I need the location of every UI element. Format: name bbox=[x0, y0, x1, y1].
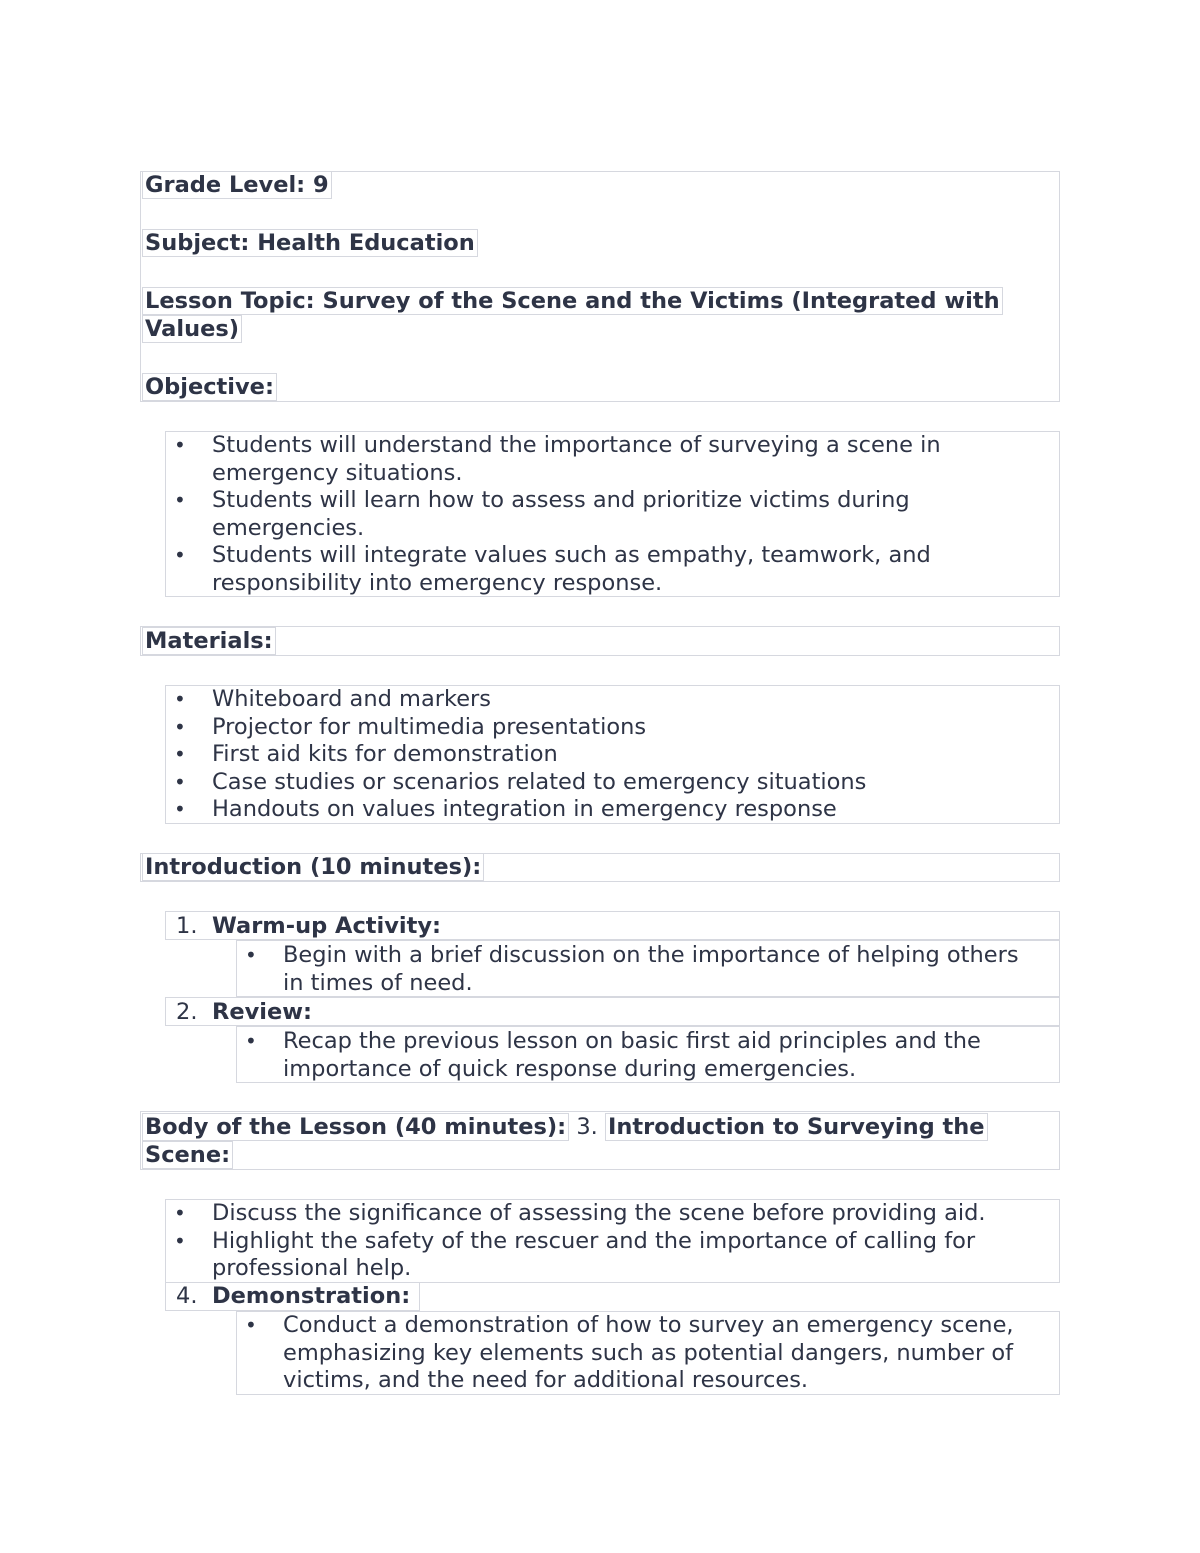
bullet-icon: • bbox=[174, 1229, 186, 1253]
bullet-icon: • bbox=[245, 943, 257, 967]
grade-level: Grade Level: 9 bbox=[142, 171, 332, 199]
step-2-number: 2. bbox=[176, 999, 198, 1025]
step-4-number: 4. bbox=[176, 1283, 198, 1309]
step-1-title: Warm-up Activity: bbox=[212, 913, 442, 939]
bullet-icon: • bbox=[174, 433, 186, 457]
bullet-icon: • bbox=[174, 543, 186, 567]
materials-heading: Materials: bbox=[142, 627, 276, 655]
subject: Subject: Health Education bbox=[142, 229, 478, 257]
step-4-title: Demonstration: bbox=[212, 1283, 411, 1309]
introduction-heading: Introduction (10 minutes): bbox=[142, 853, 484, 881]
bullet-icon: • bbox=[245, 1313, 257, 1337]
objective-heading: Objective: bbox=[142, 373, 277, 401]
bullet-icon: • bbox=[174, 1201, 186, 1225]
lesson-topic-line-2: Values) bbox=[142, 315, 242, 343]
body-heading: Body of the Lesson (40 minutes): bbox=[142, 1113, 569, 1141]
bullet-icon: • bbox=[174, 488, 186, 512]
body-inline-number: 3. bbox=[576, 1114, 598, 1140]
bullet-icon: • bbox=[174, 687, 186, 711]
bullet-icon: • bbox=[174, 770, 186, 794]
body-heading-line-2: Scene: bbox=[142, 1141, 233, 1169]
bullet-icon: • bbox=[174, 797, 186, 821]
step-2-title: Review: bbox=[212, 999, 313, 1025]
body-heading-line-1 bbox=[142, 1113, 988, 1141]
lesson-topic-line-1: Lesson Topic: Survey of the Scene and the Victims (Integrated with bbox=[142, 287, 1003, 315]
bullet-icon: • bbox=[174, 715, 186, 739]
step-1-number: 1. bbox=[176, 913, 198, 939]
bullet-icon: • bbox=[174, 742, 186, 766]
bullet-icon: • bbox=[245, 1029, 257, 1053]
materials-heading-box bbox=[140, 626, 1060, 656]
body-section-title: Introduction to Surveying the bbox=[605, 1113, 988, 1141]
